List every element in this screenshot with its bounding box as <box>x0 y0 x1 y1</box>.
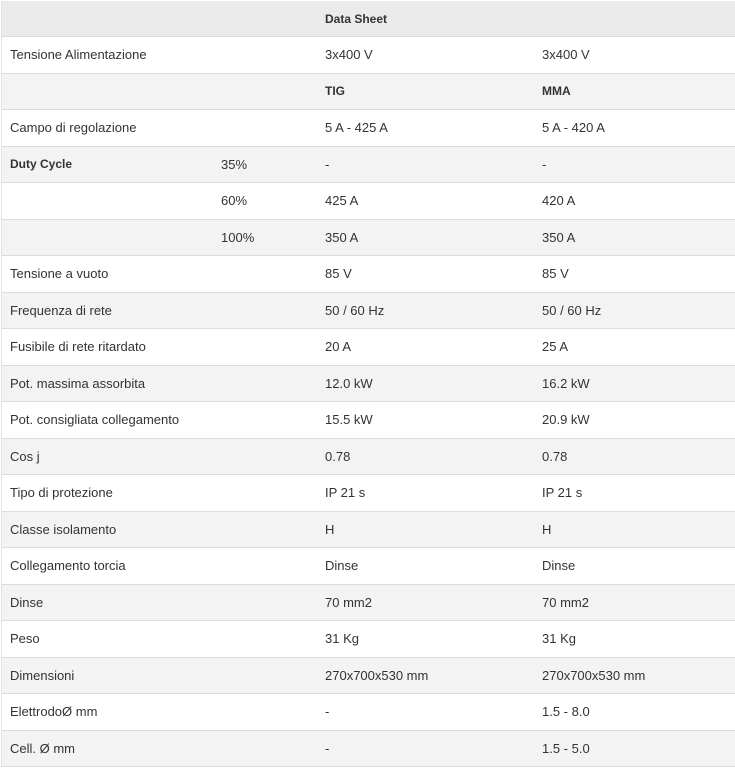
table-row <box>2 366 735 403</box>
row-label: Tipo di protezione <box>10 485 113 501</box>
tig-value: H <box>325 521 335 537</box>
table-row <box>2 74 735 111</box>
table-title: Data Sheet <box>325 11 388 26</box>
table-row <box>2 402 735 439</box>
tig-value: 31 Kg <box>325 631 359 647</box>
row-label: Frequenza di rete <box>10 302 112 318</box>
tig-value: - <box>325 704 330 720</box>
tig-value: 350 A <box>325 229 359 245</box>
table-row <box>2 621 735 658</box>
mma-value: 0.78 <box>542 448 568 464</box>
mma-value: 31 Kg <box>542 631 576 647</box>
table-row <box>2 293 735 330</box>
table-row <box>2 439 735 476</box>
tig-value: 12.0 kW <box>325 375 373 391</box>
mma-value: - <box>542 156 547 172</box>
mma-value: 25 A <box>542 339 569 355</box>
tig-value: Dinse <box>325 558 359 574</box>
row-label: Peso <box>10 631 40 647</box>
mma-value: 85 V <box>542 266 569 282</box>
table-header-row <box>2 1 735 37</box>
tig-value: 3x400 V <box>325 47 373 63</box>
row-label: ElettrodoØ mm <box>10 704 98 720</box>
table-row <box>2 585 735 622</box>
row-label: Tensione a vuoto <box>10 266 109 282</box>
row-label: Cell. Ø mm <box>10 740 75 756</box>
table-row <box>2 37 735 74</box>
tig-value: TIG <box>325 84 345 99</box>
table-row <box>2 694 735 731</box>
mma-value: 3x400 V <box>542 47 590 63</box>
mma-value: IP 21 s <box>542 485 583 501</box>
mma-value: 70 mm2 <box>542 594 589 610</box>
mma-value: 50 / 60 Hz <box>542 302 602 318</box>
row-label: Tensione Alimentazione <box>10 47 147 63</box>
table-row <box>2 512 735 549</box>
row-label: Pot. consigliata collegamento <box>10 412 180 428</box>
tig-value: 425 A <box>325 193 359 209</box>
mma-value: 1.5 - 8.0 <box>542 704 590 720</box>
table-row <box>2 731 735 768</box>
row-label: Campo di regolazione <box>10 120 137 136</box>
row-label: Fusibile di rete ritardato <box>10 339 146 355</box>
mma-value: 350 A <box>542 229 576 245</box>
tig-value: 85 V <box>325 266 352 282</box>
mma-value: MMA <box>542 84 571 99</box>
tig-value: - <box>325 156 330 172</box>
mma-value: H <box>542 521 552 537</box>
row-label: Dinse <box>10 594 44 610</box>
mma-value: 420 A <box>542 193 576 209</box>
table-row <box>2 256 735 293</box>
row-sub-label: 60% <box>221 193 248 209</box>
tig-value: - <box>325 740 330 756</box>
mma-value: 20.9 kW <box>542 412 590 428</box>
row-label: Duty Cycle <box>10 157 73 172</box>
tig-value: IP 21 s <box>325 485 366 501</box>
row-sub-label: 100% <box>221 229 255 245</box>
table-row <box>2 329 735 366</box>
mma-value: 1.5 - 5.0 <box>542 740 590 756</box>
table-body <box>2 37 735 767</box>
row-label: Dimensioni <box>10 667 75 683</box>
tig-value: 70 mm2 <box>325 594 372 610</box>
mma-value: 5 A - 420 A <box>542 120 605 136</box>
row-label: Collegamento torcia <box>10 558 126 574</box>
row-sub-label: 35% <box>221 156 248 172</box>
data-sheet-table <box>1 1 735 767</box>
table-row <box>2 658 735 695</box>
tig-value: 0.78 <box>325 448 351 464</box>
table-row <box>2 183 735 220</box>
mma-value: 270x700x530 mm <box>542 667 646 683</box>
table-row <box>2 475 735 512</box>
mma-value: 16.2 kW <box>542 375 590 391</box>
tig-value: 50 / 60 Hz <box>325 302 385 318</box>
row-label: Classe isolamento <box>10 521 117 537</box>
mma-value: Dinse <box>542 558 576 574</box>
row-label: Cos j <box>10 448 40 464</box>
tig-value: 15.5 kW <box>325 412 373 428</box>
table-row <box>2 548 735 585</box>
tig-value: 5 A - 425 A <box>325 120 388 136</box>
table-row <box>2 110 735 147</box>
row-label: Pot. massima assorbita <box>10 375 146 391</box>
table-row <box>2 147 735 184</box>
tig-value: 20 A <box>325 339 352 355</box>
tig-value: 270x700x530 mm <box>325 667 429 683</box>
table-row <box>2 220 735 257</box>
